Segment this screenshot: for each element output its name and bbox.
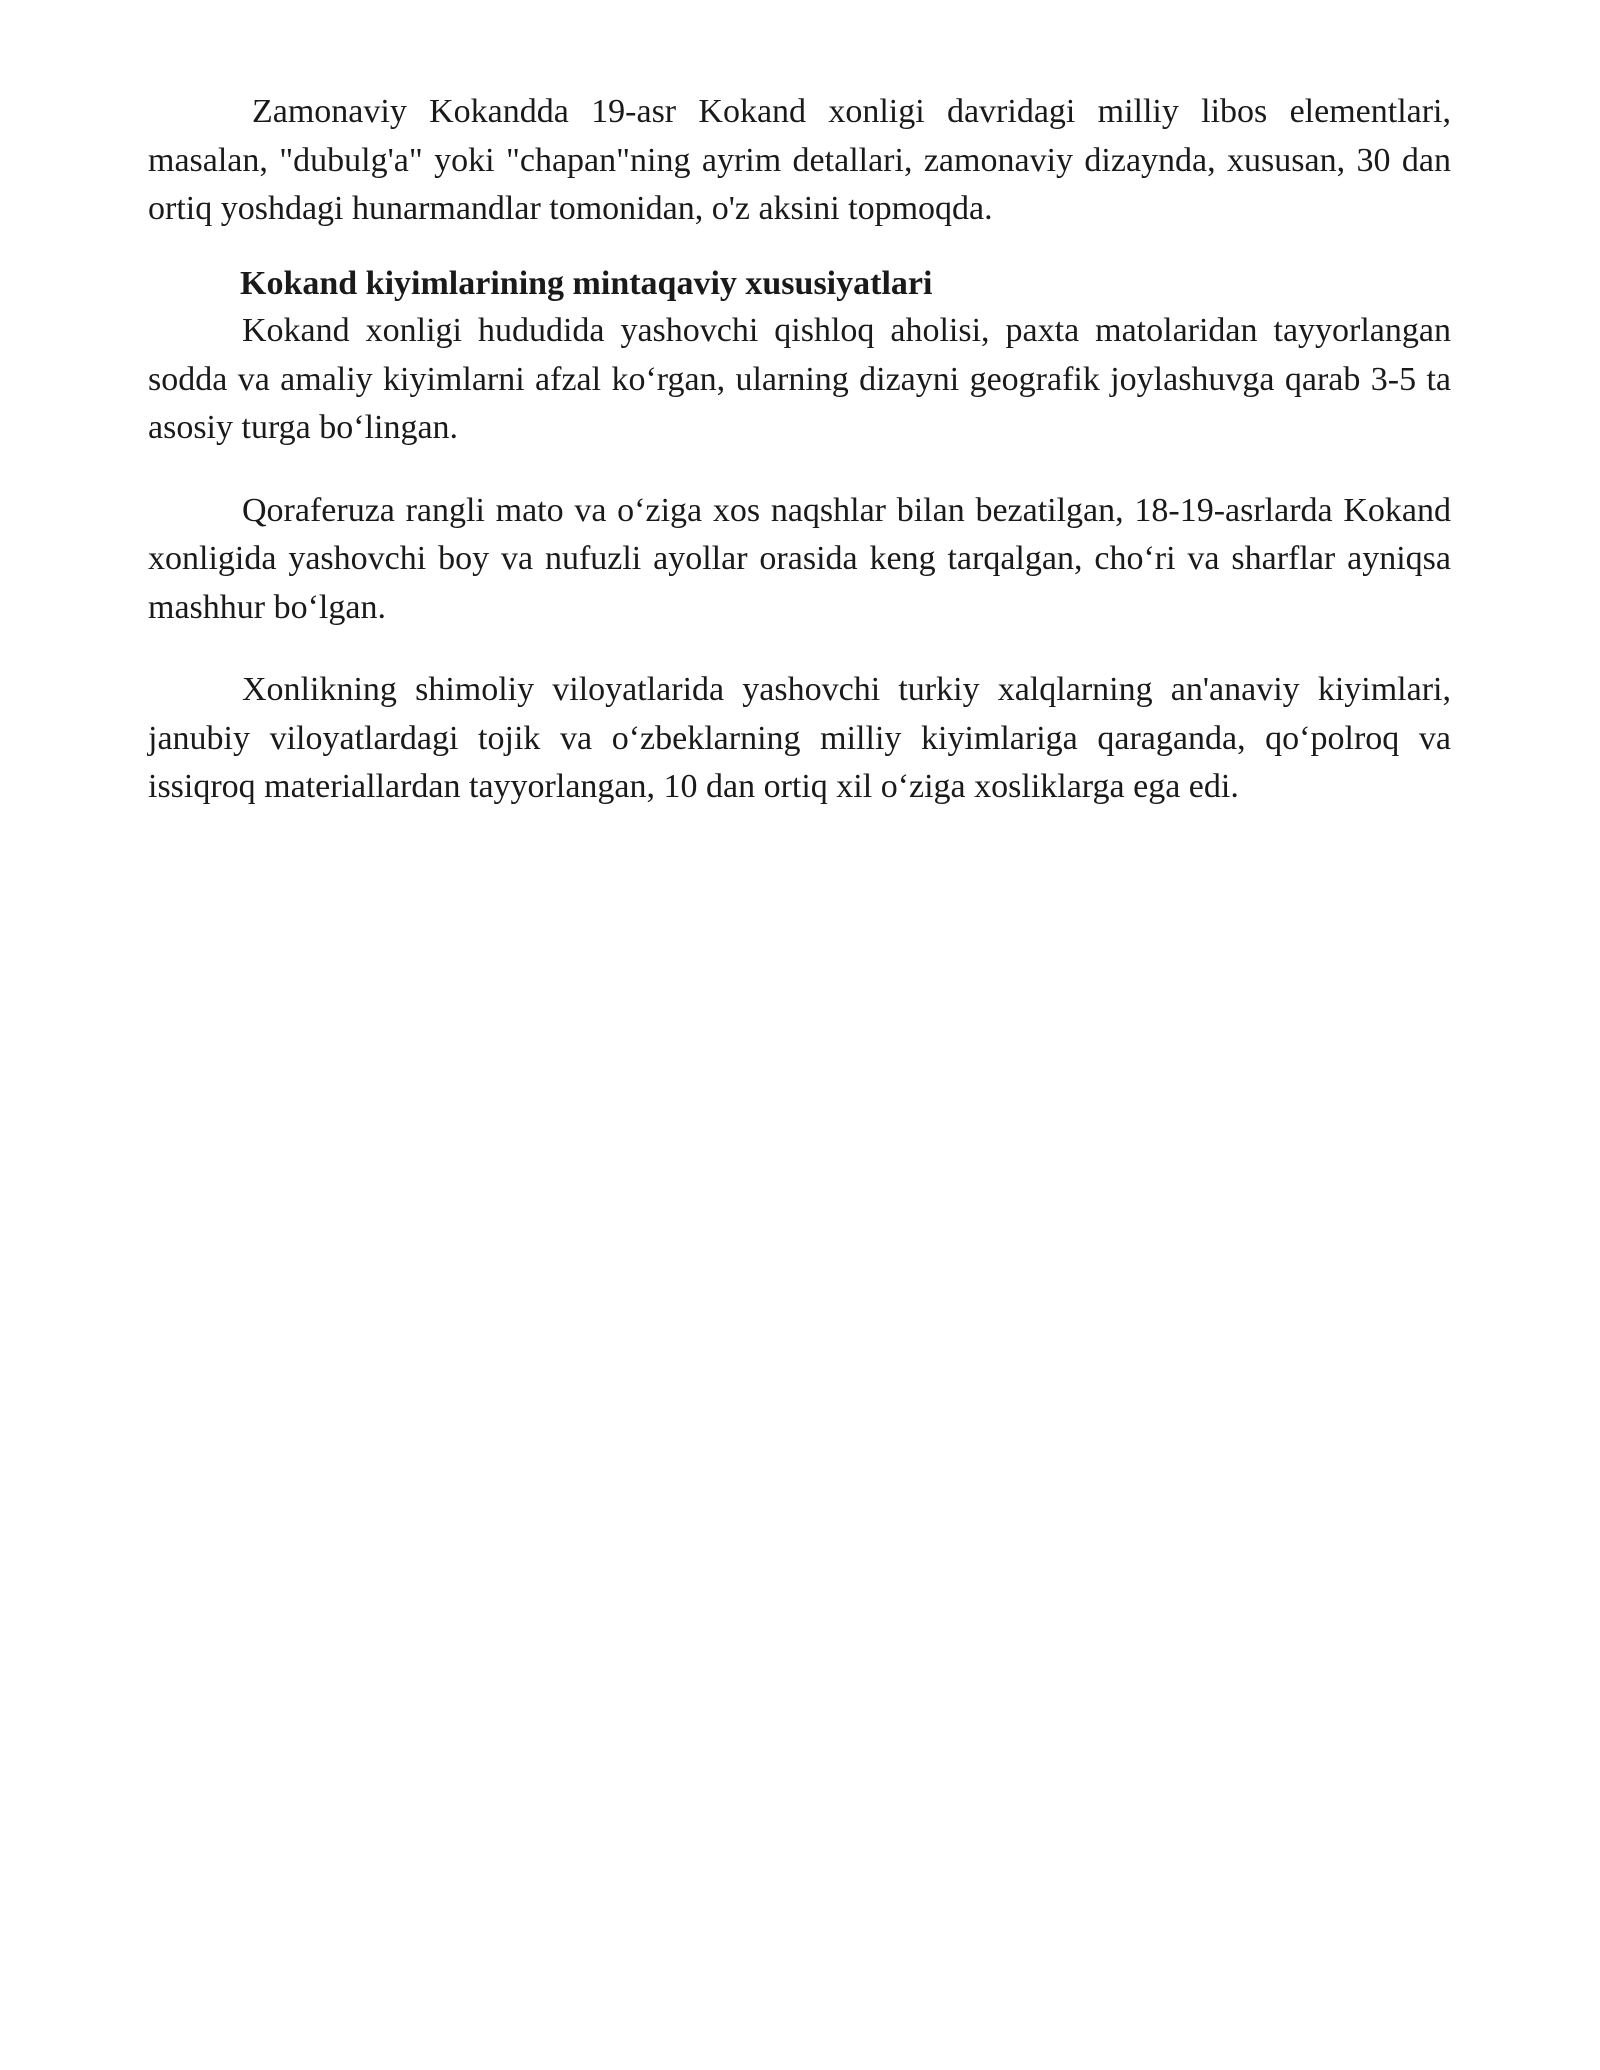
document-body bbox=[148, 88, 1451, 812]
paragraph-qoraferuza: Qoraferuza rangli mato va o‘ziga xos naqshlar bilan bezatilgan, 18-19-asrlarda Kokand xonligida yashovchi boy va nufuzli ayollar orasida keng tarqalgan, cho‘ri va sharflar ayniqsa mashhur bo‘lgan. bbox=[148, 491, 1451, 626]
paragraph-northern-provinces: Xonlikning shimoliy viloyatlarida yashovchi turkiy xalqlarning an'anaviy kiyimlari, janubiy viloyatlardagi tojik va o‘zbeklarning milliy kiyimlariga qaraganda, qo‘polroq va issiqroq materiallardan tayyorlangan, 10 dan ortiq xil o‘ziga xosliklarga ega edi. bbox=[148, 671, 1451, 805]
paragraph-rural-clothing: Kokand xonligi hududida yashovchi qishloq aholisi, paxta matolaridan tayyorlangan sodda va amaliy kiyimlarni afzal ko‘rgan, ularning dizayni geografik joylashuvga qarab 3-5 ta asosiy turga bo‘lingan. bbox=[148, 312, 1451, 446]
paragraph-intro: Zamonaviy Kokandda 19-asr Kokand xonligi davridagi milliy libos elementlari, masalan, "dubulg'a" yoki "chapan"ning ayrim detallari, zamonaviy dizaynda, xususan, 30 dan ortiq yoshdagi hunarmandlar tomonidan, o'z aksini topmoqda. bbox=[148, 93, 1451, 227]
section-heading: Kokand kiyimlarining mintaqaviy xususiyatlari bbox=[240, 264, 933, 302]
